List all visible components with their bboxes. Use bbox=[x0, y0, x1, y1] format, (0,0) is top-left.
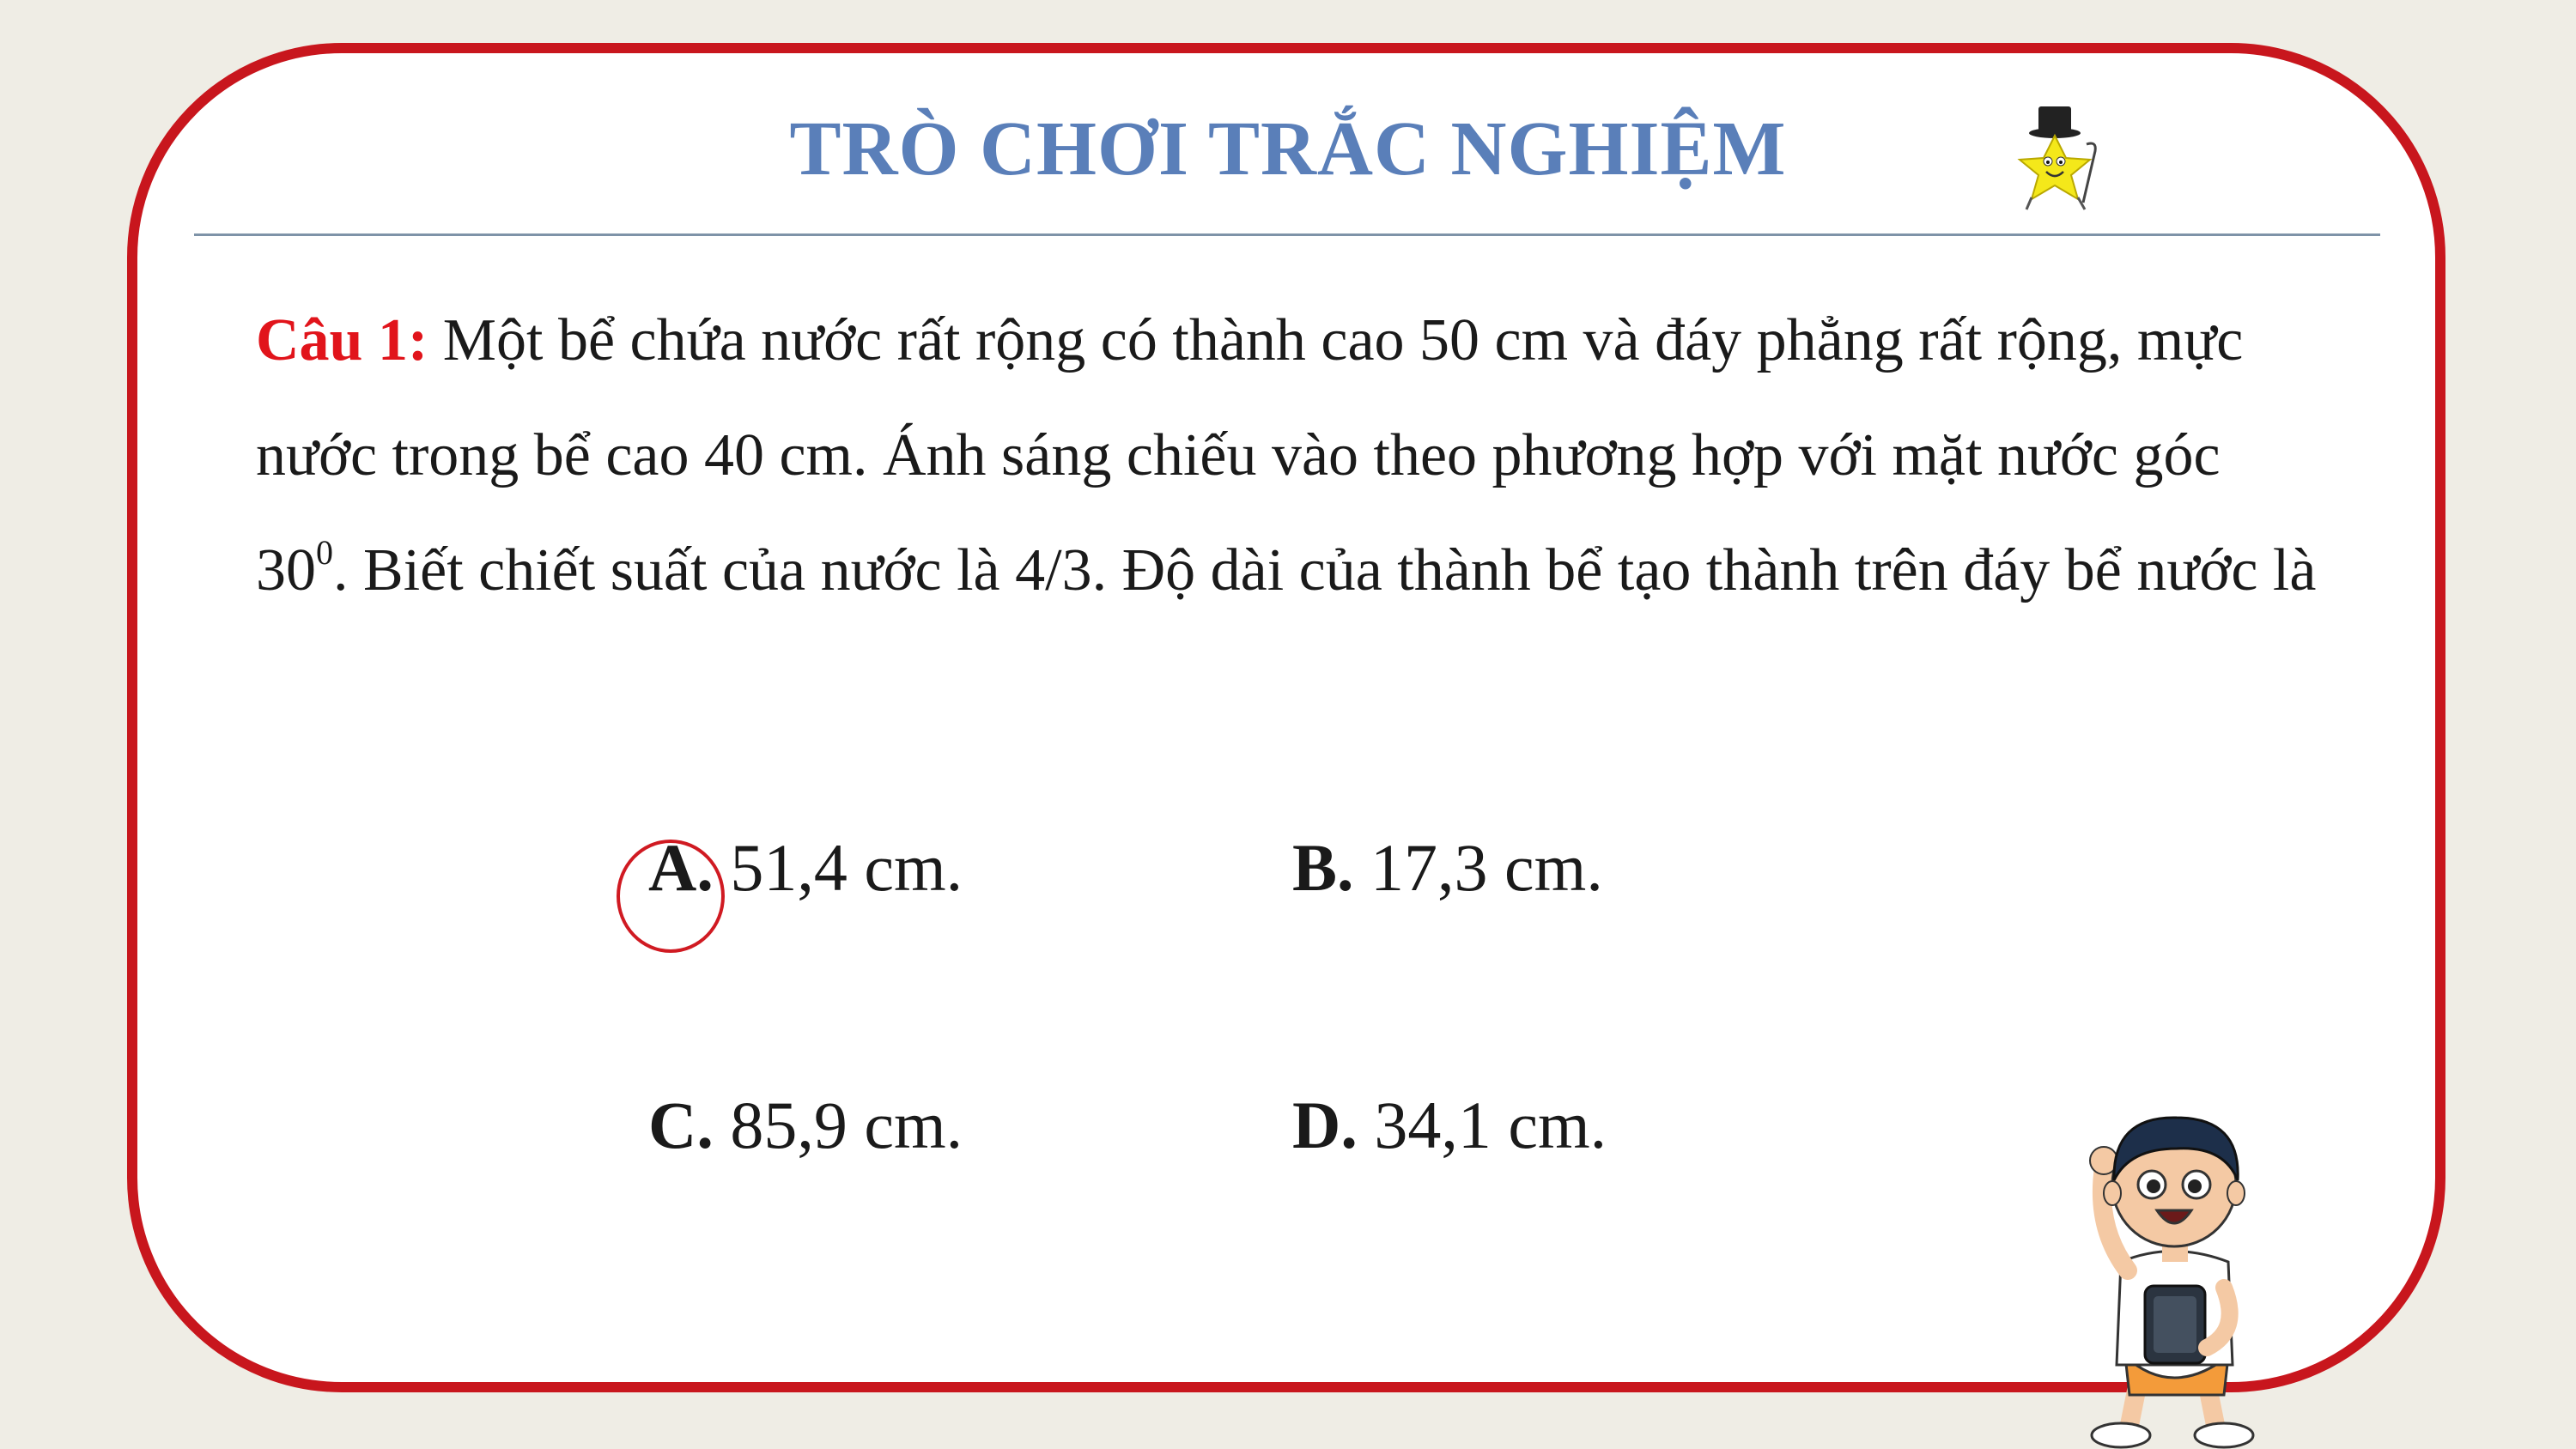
option-c-letter: C. bbox=[648, 1088, 714, 1162]
option-b-value: 17,3 cm. bbox=[1353, 830, 1603, 905]
option-d-value: 34,1 cm. bbox=[1357, 1088, 1607, 1162]
question-text bbox=[256, 283, 2317, 628]
option-a-letter: A. bbox=[648, 830, 714, 905]
option-c[interactable] bbox=[648, 1087, 963, 1164]
option-b-letter: B. bbox=[1292, 830, 1354, 905]
question-body-part1: Một bể chứa nước rất rộng có thành cao 50 cm và đáy phẳng rất rộng, mực nước trong bể cao 40 cm. Ánh sáng chiếu vào theo phương hợp với mặt nước góc 30 bbox=[256, 307, 2244, 603]
degree-superscript: 0 bbox=[316, 533, 333, 572]
star-mascot-icon bbox=[2001, 101, 2112, 217]
title-divider bbox=[194, 233, 2380, 236]
option-c-value: 85,9 cm. bbox=[713, 1088, 963, 1162]
option-d[interactable] bbox=[1292, 1087, 1607, 1164]
option-a-value: 51,4 cm. bbox=[713, 830, 963, 905]
answer-circle-marker bbox=[617, 840, 725, 953]
question-body-part2: . Biết chiết suất của nước là 4/3. Độ dài của thành bể tạo thành trên đáy bể nước là bbox=[333, 537, 2317, 603]
option-d-letter: D. bbox=[1292, 1088, 1358, 1162]
page-title: TRÒ CHƠI TRẮC NGHIỆM bbox=[789, 106, 1787, 191]
question-label: Câu 1: bbox=[256, 307, 428, 373]
option-b[interactable] bbox=[1292, 829, 1603, 906]
kid-with-tablet-icon bbox=[2078, 1099, 2301, 1449]
